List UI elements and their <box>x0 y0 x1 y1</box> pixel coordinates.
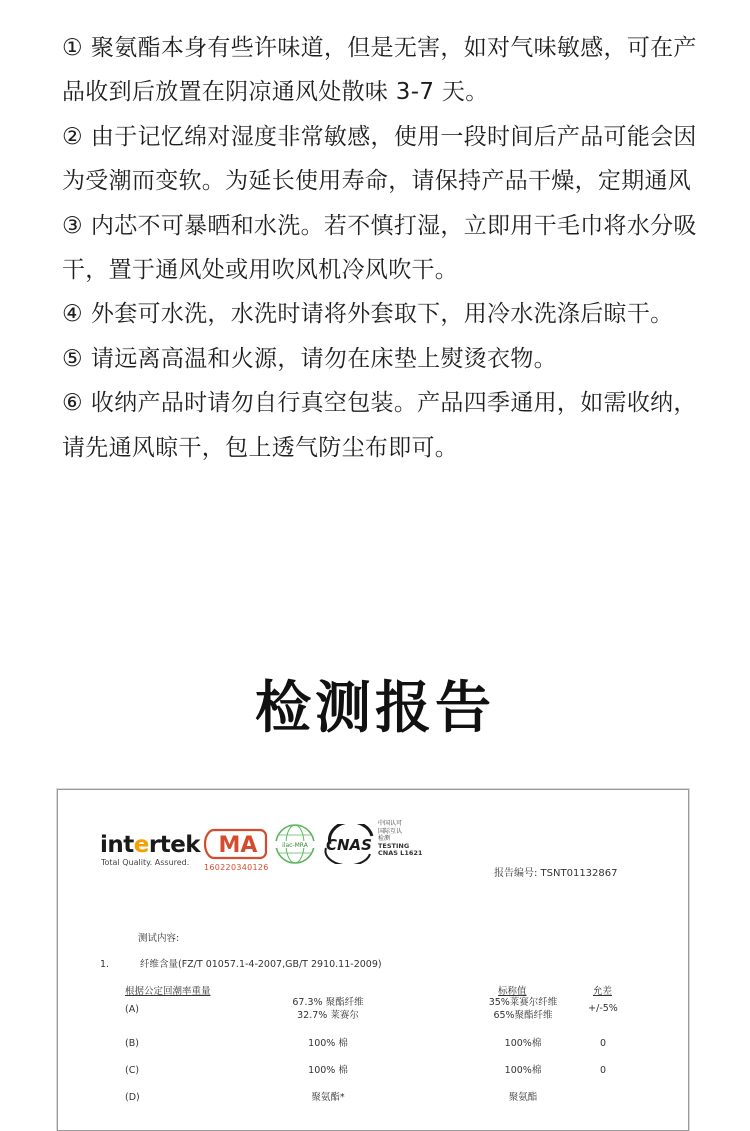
row-d-id: (D) <box>125 1092 140 1103</box>
report-number: 报告编号: TSNT01132867 <box>494 868 618 879</box>
row-c-tolerance: 0 <box>599 1065 607 1076</box>
ilac-globe-icon <box>273 822 317 866</box>
row-d-label: 聚氨酯 <box>508 1092 538 1103</box>
header-tolerance: 允差 <box>593 986 613 997</box>
row-c-measured: 100% 棉 <box>308 1065 348 1076</box>
cnas-logo <box>320 824 378 864</box>
row-a-id: (A) <box>125 1004 139 1015</box>
svg-text:MA: MA <box>218 833 258 858</box>
intertek-logo: intertek <box>100 832 201 858</box>
care-item-2: ② 由于记忆绵对湿度非常敏感，使用一段时间后产品可能会因为受潮而变软。为延长使用寿命，请保持产品干燥，定期通风 <box>62 123 697 195</box>
row-b-tolerance: 0 <box>599 1038 607 1049</box>
ilac-mra-logo <box>273 822 317 866</box>
row-a-measured: 67.3% 聚酯纤维 32.7% 莱赛尔 <box>292 997 364 1021</box>
row-d-measured: 聚氨酯* <box>311 1092 345 1103</box>
cnas-side-text: 中国认可 国际互认 检测 TESTING CNAS L1621 <box>378 820 423 857</box>
row-b-label: 100%棉 <box>504 1038 542 1049</box>
row-b-id: (B) <box>125 1038 139 1049</box>
test-report-image <box>57 789 689 1131</box>
care-item-5: ⑤ 请远离高温和火源，请勿在床垫上熨烫衣物。 <box>62 345 557 372</box>
svg-text:CNAS: CNAS <box>326 836 372 854</box>
section-title: 检测报告 <box>255 676 495 741</box>
intertek-tagline: Total Quality. Assured. <box>101 858 190 867</box>
care-item-1: ① 聚氨酯本身有些许味道，但是无害，如对气味敏感，可在产品收到后放置在阴凉通风处散味 3-7 天。 <box>62 35 697 106</box>
care-instructions <box>62 26 702 470</box>
header-label-value: 标称值 <box>498 986 527 997</box>
row-a-label: 35%莱赛尔纤维 65%聚酯纤维 <box>488 997 558 1021</box>
care-item-6: ⑥ 收纳产品时请勿自行真空包装。产品四季通用，如需收纳，请先通风晾干，包上透气防尘布即可。 <box>62 390 697 461</box>
cma-logo <box>204 826 268 872</box>
row-c-id: (C) <box>125 1065 140 1076</box>
cnas-mark-icon <box>320 824 378 864</box>
row-b-measured: 100% 棉 <box>308 1038 348 1049</box>
test-item-title: 1. 纤维含量(FZ/T 01057.1-4-2007,GB/T 2910.11-2009) <box>100 959 382 970</box>
test-content-label: 测试内容: <box>138 933 180 944</box>
row-c-label: 100%棉 <box>504 1065 542 1076</box>
header-basis: 根据公定回潮率重量 <box>125 986 211 997</box>
cma-number: 160220340126 <box>204 863 269 872</box>
row-a-tolerance: +/-5% <box>588 1003 618 1014</box>
svg-text:ilac-MRA: ilac-MRA <box>282 842 308 849</box>
care-item-3: ③ 内芯不可暴晒和水洗。若不慎打湿，立即用干毛巾将水分吸干，置于通风处或用吹风机冷风吹干。 <box>62 212 697 284</box>
care-item-4: ④ 外套可水洗，水洗时请将外套取下，用冷水洗涤后晾干。 <box>62 301 674 328</box>
cma-mark-icon <box>204 826 268 862</box>
